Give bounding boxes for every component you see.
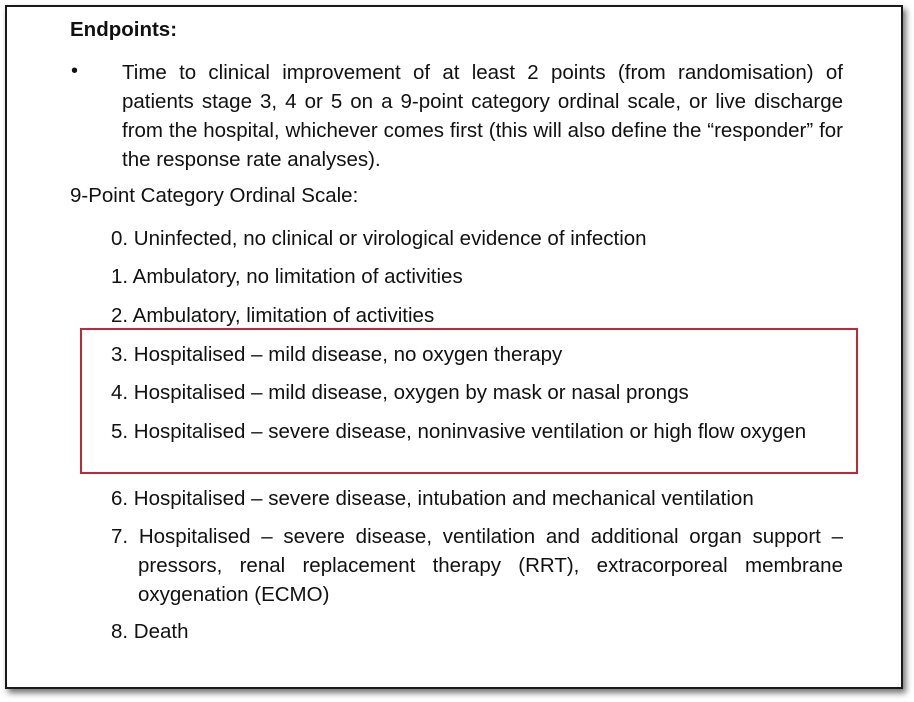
- endpoint-description: Time to clinical improvement of at least 2 points (from randomisation) of patients stage 3, 4 or 5 on a 9-point category ordinal scale, or live discharge from the hospital, whichever comes first (this will also define the “responder” for the response rate analyses).: [122, 61, 843, 171]
- scale-title: 9-Point Category Ordinal Scale:: [70, 184, 359, 207]
- scale-item-7: 7. Hospitalised – severe disease, ventilation and additional organ support – pressors, renal replacement therapy (RRT), extracorporeal membrane oxygenation (ECMO): [111, 525, 843, 606]
- scale-item-6: 6. Hospitalised – severe disease, intubation and mechanical ventilation: [111, 487, 754, 510]
- scale-item-8: 8. Death: [111, 620, 189, 643]
- scale-item-1: 1. Ambulatory, no limitation of activities: [111, 265, 463, 288]
- scale-item-4: 4. Hospitalised – mild disease, oxygen by mask or nasal prongs: [111, 381, 689, 404]
- scale-item-0: 0. Uninfected, no clinical or virological evidence of infection: [111, 227, 647, 250]
- scale-item-5: 5. Hospitalised – severe disease, noninvasive ventilation or high flow oxygen: [111, 420, 807, 443]
- scale-item-3: 3. Hospitalised – mild disease, no oxygen therapy: [111, 343, 563, 366]
- bullet-icon: •: [71, 60, 79, 82]
- scale-item-2: 2. Ambulatory, limitation of activities: [111, 304, 435, 327]
- highlight-box: [80, 328, 858, 474]
- endpoints-heading: Endpoints:: [70, 18, 178, 41]
